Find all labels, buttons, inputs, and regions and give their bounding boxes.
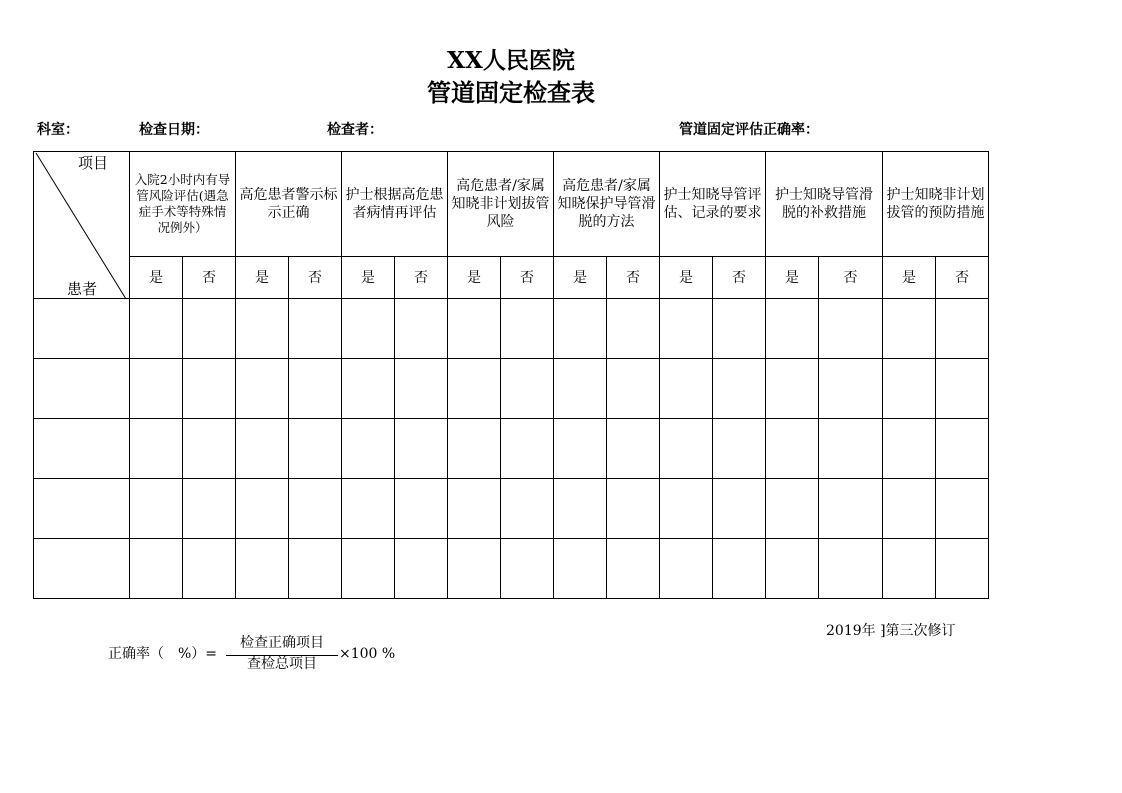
no-header: 否 [183,257,236,299]
check-cell[interactable] [395,539,448,599]
check-cell[interactable] [607,479,660,539]
no-header: 否 [607,257,660,299]
check-cell[interactable] [713,299,766,359]
formula-denominator: 查检总项目 [247,656,317,672]
check-cell[interactable] [289,479,342,539]
check-cell[interactable] [395,419,448,479]
check-cell[interactable] [342,479,395,539]
check-date-label: 检查日期： [139,122,209,138]
no-header: 否 [713,257,766,299]
check-cell[interactable] [607,359,660,419]
check-cell[interactable] [883,539,936,599]
column-header: 护士知晓非计划拔管的预防措施 [883,152,989,257]
check-cell[interactable] [766,419,819,479]
check-cell[interactable] [819,299,883,359]
check-cell[interactable] [660,419,713,479]
check-cell[interactable] [607,299,660,359]
inspector-label: 检查者： [327,122,383,138]
check-cell[interactable] [395,479,448,539]
check-cell[interactable] [289,539,342,599]
check-cell[interactable] [183,299,236,359]
yes-header: 是 [448,257,501,299]
column-header: 高危患者/家属知晓保护导管滑脱的方法 [554,152,660,257]
diagonal-line [34,152,130,299]
formula-label: 正确率（ %）= [108,646,218,662]
check-cell[interactable] [395,359,448,419]
check-cell[interactable] [883,359,936,419]
check-cell[interactable] [766,359,819,419]
check-cell[interactable] [766,539,819,599]
check-cell[interactable] [660,299,713,359]
check-cell[interactable] [883,419,936,479]
form-title: 管道固定检查表 [427,78,595,107]
patient-cell[interactable] [34,359,130,419]
column-header: 护士知晓导管滑脱的补救措施 [766,152,883,257]
table-row [34,419,989,479]
check-cell[interactable] [883,479,936,539]
check-cell[interactable] [448,299,501,359]
check-cell[interactable] [289,419,342,479]
no-header: 否 [936,257,989,299]
check-cell[interactable] [660,359,713,419]
check-cell[interactable] [448,479,501,539]
column-header: 护士知晓导管评估、记录的要求 [660,152,766,257]
check-cell[interactable] [236,479,289,539]
patient-corner-label: 患者 [67,280,98,298]
check-cell[interactable] [236,539,289,599]
yes-header: 是 [342,257,395,299]
check-cell[interactable] [713,359,766,419]
check-cell[interactable] [501,479,554,539]
check-cell[interactable] [342,359,395,419]
yes-header: 是 [130,257,183,299]
check-cell[interactable] [289,299,342,359]
check-cell[interactable] [183,419,236,479]
patient-cell[interactable] [34,299,130,359]
check-cell[interactable] [448,359,501,419]
check-cell[interactable] [936,539,989,599]
table-row [34,359,989,419]
check-cell[interactable] [183,479,236,539]
blank-rows [34,299,989,599]
department-label: 科室： [37,122,79,138]
check-cell[interactable] [130,539,183,599]
check-cell[interactable] [130,479,183,539]
check-cell[interactable] [936,419,989,479]
check-cell[interactable] [130,359,183,419]
accuracy-rate-label: 管道固定评估正确率： [679,122,819,138]
check-cell[interactable] [236,359,289,419]
diagonal-header-cell [34,152,130,299]
check-cell[interactable] [607,419,660,479]
table-row [34,299,989,359]
check-cell[interactable] [183,539,236,599]
yes-header: 是 [883,257,936,299]
check-cell[interactable] [819,479,883,539]
check-cell[interactable] [236,299,289,359]
patient-cell[interactable] [34,539,130,599]
table-row [34,539,989,599]
inspection-table [33,151,989,599]
check-cell[interactable] [660,479,713,539]
column-header: 护士根据高危患者病情再评估 [342,152,448,257]
check-cell[interactable] [183,359,236,419]
check-cell[interactable] [936,359,989,419]
table-row [34,479,989,539]
check-cell[interactable] [289,359,342,419]
header-row [34,152,989,257]
check-cell[interactable] [819,539,883,599]
column-header: 高危患者/家属知晓非计划拔管风险 [448,152,554,257]
column-header: 入院2小时内有导管风险评估(遇急症手术等特殊情况例外） [130,152,236,257]
check-cell[interactable] [660,539,713,599]
check-cell[interactable] [342,299,395,359]
check-cell[interactable] [395,299,448,359]
check-cell[interactable] [554,479,607,539]
check-cell[interactable] [501,419,554,479]
check-cell[interactable] [130,299,183,359]
check-cell[interactable] [713,539,766,599]
check-cell[interactable] [342,419,395,479]
check-cell[interactable] [448,539,501,599]
check-cell[interactable] [501,299,554,359]
patient-cell[interactable] [34,479,130,539]
check-cell[interactable] [236,419,289,479]
check-cell[interactable] [766,299,819,359]
no-header: 否 [289,257,342,299]
item-corner-label: 项目 [78,154,109,172]
yes-header: 是 [660,257,713,299]
check-cell[interactable] [554,419,607,479]
check-cell[interactable] [554,359,607,419]
check-cell[interactable] [342,539,395,599]
check-cell[interactable] [554,539,607,599]
check-cell[interactable] [819,359,883,419]
check-cell[interactable] [130,419,183,479]
check-cell[interactable] [713,479,766,539]
revision-note: 2019年 ⁆第三次修订 [826,623,956,639]
check-cell[interactable] [883,299,936,359]
yes-header: 是 [554,257,607,299]
patient-cell[interactable] [34,419,130,479]
check-cell[interactable] [819,419,883,479]
check-cell[interactable] [607,539,660,599]
no-header: 否 [819,257,883,299]
check-cell[interactable] [501,359,554,419]
yes-header: 是 [766,257,819,299]
check-cell[interactable] [766,479,819,539]
check-cell[interactable] [501,539,554,599]
check-cell[interactable] [713,419,766,479]
yes-no-row [34,257,989,299]
check-cell[interactable] [936,299,989,359]
yes-header: 是 [236,257,289,299]
check-cell[interactable] [448,419,501,479]
check-cell[interactable] [936,479,989,539]
no-header: 否 [501,257,554,299]
no-header: 否 [395,257,448,299]
formula-multiplier: ×100 % [339,646,396,662]
formula-numerator: 检查正确项目 [240,635,324,651]
column-header: 高危患者警示标示正确 [236,152,342,257]
check-cell[interactable] [554,299,607,359]
hospital-name: XX人民医院 [447,47,575,74]
